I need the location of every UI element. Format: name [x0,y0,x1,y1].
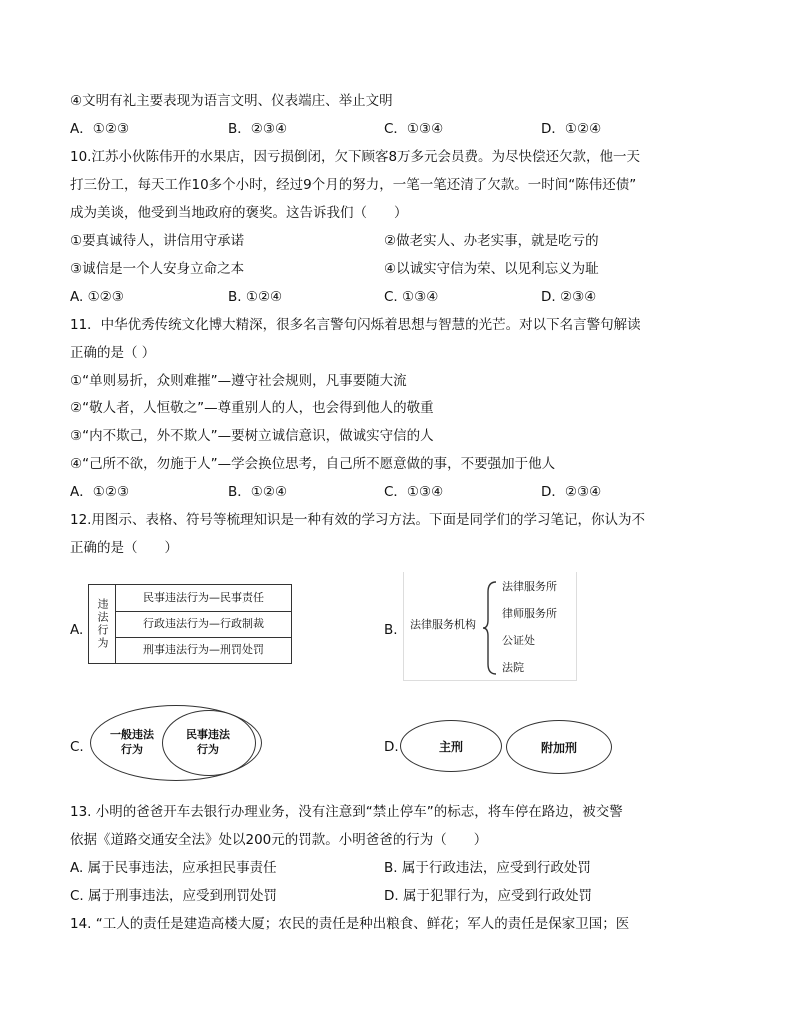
q10-option-a: A. ①②③ [70,289,124,305]
q10-item-1: ①要真诚待人，讲信用守承诺 [70,233,245,249]
q12-c-outer-label: 一般违法行为 [110,728,154,756]
q12-stem-line-1: 12.用图示、表格、符号等梳理知识是一种有效的学习方法。下面是同学们的学习笔记，你认为不 [70,512,645,528]
q10-option-d: D. ②③④ [541,289,597,305]
q12-a-letter: A. [70,622,84,638]
q12-b-diagram [403,572,577,681]
q12-d-left-oval [400,720,502,772]
q12-a-row-1: 民事违法行为—民事责任 [116,585,291,612]
q12-a-row-2: 行政违法行为—行政制裁 [116,611,291,638]
q12-b-item-4: 法院 [502,661,524,674]
q12-b-item-2: 律师服务所 [502,607,557,620]
q11-option-b: B．①②④ [228,484,288,500]
q13-option-d: D. 属于犯罪行为，应受到行政处罚 [384,888,592,904]
q14-stem-line-1: 14. “工人的责任是建造高楼大厦；农民的责任是种出粮食、鲜花；军人的责任是保家卫国；医 [70,916,630,932]
q13-option-c: C. 属于刑事违法，应受到刑罚处罚 [70,888,278,904]
q12-stem-line-2: 正确的是（ ） [70,540,178,556]
q12-a-side-cell [89,585,116,663]
q13-stem-line-2: 依据《道路交通安全法》处以200元的罚款。小明爸爸的行为（ ） [70,832,488,848]
q9-option-c: C．①③④ [384,121,444,137]
q9-option-a: A．①②③ [70,121,130,137]
q12-a-side-label: 违法行为 [96,598,109,650]
q11-item-3: ③“内不欺己，外不欺人”—要树立诚信意识，做诚实守信的人 [70,428,434,444]
q11-item-1: ①“单则易折，众则难摧”—遵守社会规则，凡事要随大流 [70,373,407,389]
q12-b-brace [482,580,500,676]
q11-stem-line-1: 11．中华优秀传统文化博大精深，很多名言警句闪烁着思想与智慧的光芒。对以下名言警句解读 [70,317,641,333]
q11-option-a: A．①②③ [70,484,130,500]
q12-c-letter: C. [70,739,84,755]
q12-a-row-3: 刑事违法行为—刑罚处罚 [143,643,264,656]
q12-d-left-label: 主刑 [438,739,463,754]
q11-option-c: C．①③④ [384,484,444,500]
q12-b-item-3: 公证处 [502,634,535,647]
q13-option-b: B. 属于行政违法，应受到行政处罚 [384,860,591,876]
q12-b-item-1: 法律服务所 [502,580,557,593]
q10-stem-line-2: 打三份工，每天工作10多个小时，经过9个月的努力，一笔一笔还清了欠款。一时间“陈伟还债” [70,177,637,193]
q10-option-b: B. ①②④ [228,289,283,305]
q10-option-c: C. ①③④ [384,289,439,305]
q12-c-diagram [90,705,264,783]
q10-stem-line-3: 成为美谈，他受到当地政府的褒奖。这告诉我们（ ） [70,205,408,221]
q12-b-letter: B. [384,622,398,638]
q12-d-right-label: 附加刑 [540,740,577,755]
q12-b-root: 法律服务机构 [410,618,476,631]
q10-item-3: ③诚信是一个人安身立命之本 [70,261,245,277]
q9-option-d: D．①②④ [541,121,602,137]
q9-item-4: ④文明有礼主要表现为语言文明、仪表端庄、举止文明 [70,93,393,109]
q13-option-a: A. 属于民事违法，应承担民事责任 [70,860,277,876]
q12-a-table [88,584,292,664]
q11-stem-line-2: 正确的是（ ） [70,345,156,361]
q11-item-4: ④“己所不欲，勿施于人”—学会换位思考，自己所不愿意做的事，不要强加于他人 [70,456,556,472]
q9-option-b: B．②③④ [228,121,288,137]
q10-item-2: ②做老实人、办老实事，就是吃亏的 [384,233,599,249]
q12-d-right-oval [506,720,612,774]
q12-d-letter: D. [384,739,399,755]
q10-item-4: ④以诚实守信为荣、以见利忘义为耻 [384,261,599,277]
q11-item-2: ②“敬人者，人恒敬之”—尊重别人的人，也会得到他人的敬重 [70,400,434,416]
q13-stem-line-1: 13. 小明的爸爸开车去银行办理业务，没有注意到“禁止停车”的标志，将车停在路边，被交警 [70,804,623,820]
q11-option-d: D．②③④ [541,484,602,500]
q10-stem-line-1: 10.江苏小伙陈伟开的水果店，因亏损倒闭，欠下顾客8万多元会员费。为尽快偿还欠款，他一天 [70,149,641,165]
q12-c-inner-label: 民事违法行为 [186,728,230,756]
